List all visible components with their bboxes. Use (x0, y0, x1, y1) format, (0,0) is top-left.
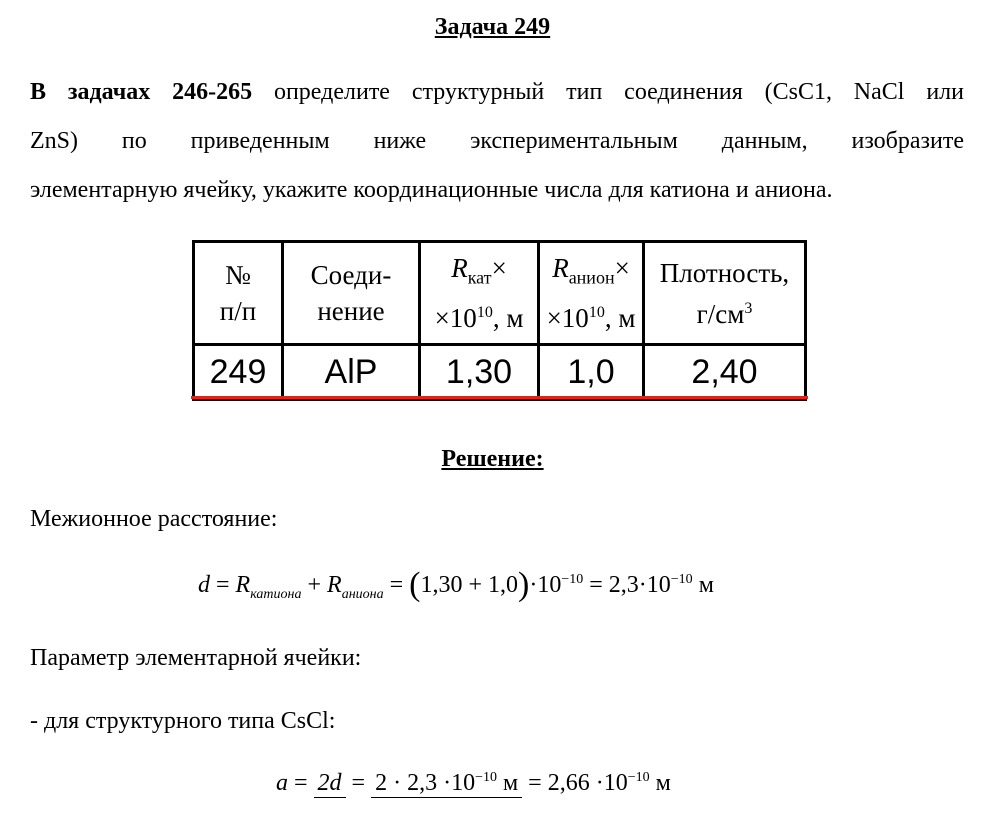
formula2-num2-exp: −10 (475, 770, 497, 786)
header-density-unit: г/см (696, 298, 745, 329)
formula-interionic-distance (198, 566, 714, 604)
formula1-eq2: = (383, 572, 410, 598)
header-rcat-sub: кат (467, 267, 492, 288)
interionic-distance-label: Межионное расстояние: (30, 506, 278, 532)
problem-range-bold: В задачах 246-265 (30, 79, 253, 105)
header-compound (283, 242, 420, 345)
formula1-result: = 2,3·10 (583, 572, 671, 598)
formula1-plus: + (301, 572, 328, 598)
cscl-type-label: - для структурного типа CsCl: (30, 708, 336, 734)
header-rcat-symbol: R (451, 252, 468, 283)
formula1-mult: ·10 (529, 572, 562, 598)
header-ranion-unit: , м (604, 303, 636, 334)
formula2-fraction2 (371, 770, 522, 798)
header-density (644, 242, 806, 345)
data-table (192, 240, 807, 401)
formula2-num2-base: 2 · 2,3 ·10 (375, 770, 476, 797)
cell-ranion: 1,0 (539, 345, 644, 400)
problem-line-1-text: определите структурный тип соединения (CsC1, NaCl или (252, 79, 965, 105)
problem-line-2: ZnS) по приведенным ниже экспериментальным данным, изобразите (30, 128, 964, 154)
formula2-numerator2 (371, 770, 522, 798)
cell-compound: AlP (283, 345, 420, 400)
cell-rcat: 1,30 (420, 345, 539, 400)
header-rcat-base: ×10 (434, 303, 477, 334)
cell-number: 249 (194, 345, 283, 400)
formula2-result: = 2,66 ·10 (522, 770, 628, 796)
formula1-sub-cation: катиона (250, 586, 302, 602)
formula-cell-parameter-cscl (276, 770, 671, 798)
header-density-line2 (645, 291, 804, 332)
formula1-r-cation: R (235, 572, 251, 598)
header-number-line1: № (225, 260, 251, 290)
problem-title: Задача 249 (434, 14, 551, 40)
formula1-r-anion: R (327, 572, 342, 598)
header-rcat-unit: , м (492, 303, 524, 334)
formula1-exp2: −10 (670, 572, 693, 587)
red-underline (191, 396, 808, 399)
header-rcat-exp: 10 (476, 304, 493, 322)
header-ranion-base: ×10 (546, 303, 589, 334)
header-ranion-line2 (540, 295, 642, 336)
header-rcat (420, 242, 539, 345)
formula1-unit: м (692, 572, 714, 598)
formula1-sub-anion: аниона (341, 586, 384, 602)
cell-density: 2,40 (644, 345, 806, 400)
formula1-sum: 1,30 + 1,0 (420, 572, 519, 598)
formula2-eq1: = (288, 770, 314, 796)
header-number (194, 242, 283, 345)
formula2-exp: −10 (627, 770, 650, 785)
header-rcat-line2 (421, 295, 537, 336)
header-rcat-times: × (491, 252, 507, 283)
formula2-numerator1: 2d (314, 770, 346, 798)
formula2-fraction1 (314, 770, 346, 798)
formula2-num2-unit: м (496, 770, 519, 797)
problem-line-3: элементарную ячейку, укажите координационные числа для катиона и аниона. (30, 177, 833, 203)
formula2-eq2: = (345, 770, 372, 796)
problem-line-1 (30, 68, 964, 117)
header-density-line1: Плотность, (659, 257, 790, 288)
formula1-rparen: ) (518, 566, 530, 603)
header-ranion-symbol: R (552, 252, 569, 283)
solution-heading: Решение: (441, 446, 544, 472)
header-rcat-line1 (421, 250, 537, 295)
formula1-d: d (198, 572, 210, 598)
formula1-exp1: −10 (561, 572, 584, 587)
cell-parameter-label: Параметр элементарной ячейки: (30, 645, 362, 671)
header-ranion-line1 (540, 250, 642, 295)
table-header-row (194, 242, 806, 345)
header-ranion (539, 242, 644, 345)
table-row (194, 345, 806, 400)
header-number-line2: п/п (219, 296, 257, 326)
header-ranion-times: × (614, 252, 630, 283)
header-ranion-exp: 10 (588, 304, 605, 322)
header-density-exp: 3 (744, 299, 753, 317)
formula1-eq1: = (210, 572, 236, 598)
header-compound-line1: Соеди- (310, 260, 392, 290)
header-ranion-sub: анион (568, 267, 615, 288)
formula2-unit: м (649, 770, 671, 796)
formula1-lparen: ( (409, 566, 421, 603)
header-compound-line2: нение (317, 296, 385, 326)
formula2-a: a (276, 770, 288, 796)
